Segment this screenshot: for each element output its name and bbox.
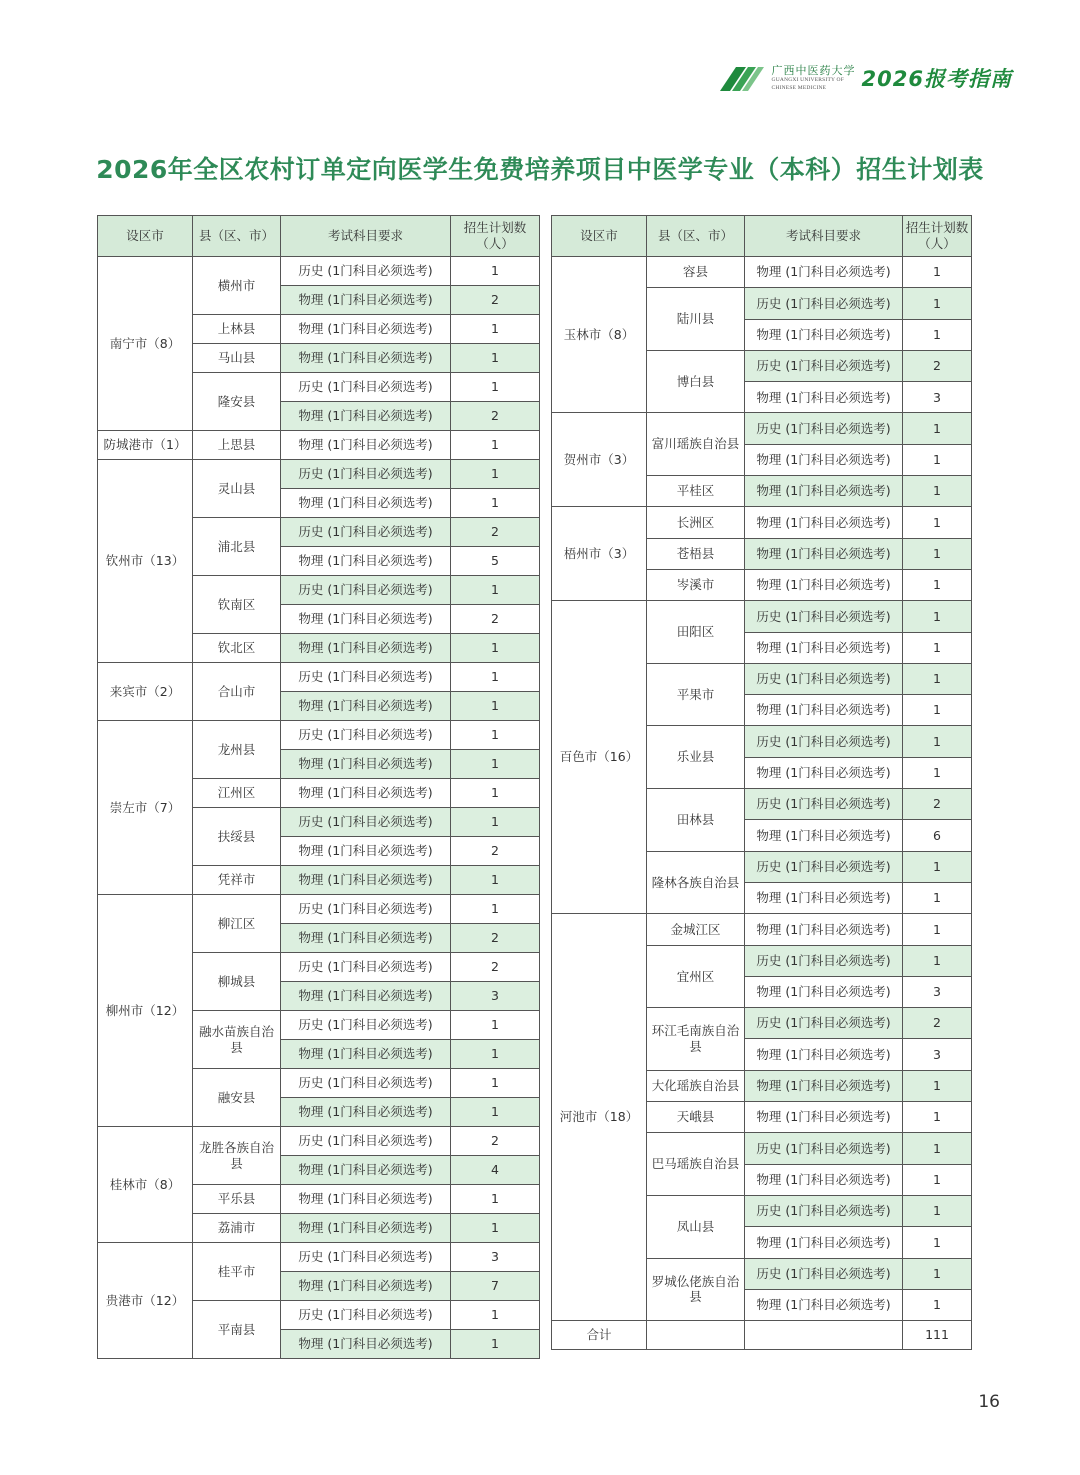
table-row xyxy=(98,257,540,286)
subject-cell: 物理 (1门科目必须选考) xyxy=(281,779,451,808)
city-cell: 钦州市（13） xyxy=(98,460,193,663)
county-cell: 江州区 xyxy=(193,779,281,808)
quota-cell: 3 xyxy=(451,982,540,1011)
col-header-subject: 考试科目要求 xyxy=(281,216,451,257)
county-cell: 马山县 xyxy=(193,344,281,373)
subject-cell: 物理 (1门科目必须选考) xyxy=(281,750,451,779)
county-cell: 隆林各族自治县 xyxy=(647,851,745,914)
quota-cell: 7 xyxy=(451,1272,540,1301)
county-cell: 上思县 xyxy=(193,431,281,460)
county-cell: 罗城仫佬族自治县 xyxy=(647,1258,745,1321)
subject-cell: 物理 (1门科目必须选考) xyxy=(281,1098,451,1127)
subject-cell: 历史 (1门科目必须选考) xyxy=(281,1127,451,1156)
table-row xyxy=(98,431,540,460)
subject-cell: 物理 (1门科目必须选考) xyxy=(745,1164,903,1195)
subject-cell: 历史 (1门科目必须选考) xyxy=(745,601,903,632)
subject-cell: 物理 (1门科目必须选考) xyxy=(745,1227,903,1258)
quota-cell: 1 xyxy=(903,851,972,882)
subject-cell: 历史 (1门科目必须选考) xyxy=(281,1243,451,1272)
university-name-en-line2: CHINESE MEDICINE xyxy=(771,84,827,91)
quota-cell: 2 xyxy=(451,605,540,634)
subject-cell: 历史 (1门科目必须选考) xyxy=(745,945,903,976)
city-cell: 来宾市（2） xyxy=(98,663,193,721)
subject-cell: 历史 (1门科目必须选考) xyxy=(281,373,451,402)
quota-cell: 3 xyxy=(451,1243,540,1272)
subject-cell: 历史 (1门科目必须选考) xyxy=(281,895,451,924)
city-cell: 贺州市（3） xyxy=(552,413,647,507)
quota-cell: 1 xyxy=(903,1102,972,1133)
county-cell: 乐业县 xyxy=(647,726,745,789)
subject-cell: 物理 (1门科目必须选考) xyxy=(745,976,903,1007)
county-cell: 金城江区 xyxy=(647,914,745,945)
subject-cell: 物理 (1门科目必须选考) xyxy=(745,914,903,945)
quota-cell: 2 xyxy=(451,1127,540,1156)
quota-cell: 3 xyxy=(903,976,972,1007)
quota-cell: 1 xyxy=(903,945,972,976)
county-cell: 隆安县 xyxy=(193,373,281,431)
subject-cell: 物理 (1门科目必须选考) xyxy=(281,1040,451,1069)
county-cell: 容县 xyxy=(647,257,745,288)
subject-cell: 物理 (1门科目必须选考) xyxy=(745,569,903,600)
subject-cell: 物理 (1门科目必须选考) xyxy=(745,1289,903,1320)
quota-cell: 1 xyxy=(451,315,540,344)
quota-cell: 1 xyxy=(451,431,540,460)
county-cell: 长洲区 xyxy=(647,507,745,538)
quota-cell: 2 xyxy=(451,837,540,866)
county-cell: 浦北县 xyxy=(193,518,281,576)
city-cell: 百色市（16） xyxy=(552,601,647,914)
quota-cell: 1 xyxy=(903,757,972,788)
table-row xyxy=(552,601,972,632)
subject-cell: 历史 (1门科目必须选考) xyxy=(745,851,903,882)
county-cell: 柳城县 xyxy=(193,953,281,1011)
quota-cell: 1 xyxy=(451,1040,540,1069)
quota-cell: 1 xyxy=(451,489,540,518)
subject-cell: 历史 (1门科目必须选考) xyxy=(281,1011,451,1040)
quota-cell: 1 xyxy=(903,257,972,288)
subject-cell: 物理 (1门科目必须选考) xyxy=(281,1156,451,1185)
subject-cell: 物理 (1门科目必须选考) xyxy=(281,924,451,953)
subject-cell: 历史 (1门科目必须选考) xyxy=(281,257,451,286)
subject-cell: 物理 (1门科目必须选考) xyxy=(745,632,903,663)
quota-cell: 1 xyxy=(451,1069,540,1098)
table-body-right xyxy=(552,257,972,1321)
table-row xyxy=(98,1243,540,1272)
quota-cell: 2 xyxy=(451,286,540,315)
subject-cell: 历史 (1门科目必须选考) xyxy=(745,413,903,444)
quota-cell: 1 xyxy=(903,476,972,507)
quota-cell: 1 xyxy=(903,726,972,757)
subject-cell: 历史 (1门科目必须选考) xyxy=(281,1301,451,1330)
subject-cell: 物理 (1门科目必须选考) xyxy=(745,820,903,851)
subject-cell: 物理 (1门科目必须选考) xyxy=(281,344,451,373)
subject-cell: 物理 (1门科目必须选考) xyxy=(281,315,451,344)
city-cell: 崇左市（7） xyxy=(98,721,193,895)
subject-cell: 历史 (1门科目必须选考) xyxy=(281,518,451,547)
quota-cell: 1 xyxy=(451,460,540,489)
table-row xyxy=(98,895,540,924)
subject-cell: 历史 (1门科目必须选考) xyxy=(281,808,451,837)
county-cell: 田林县 xyxy=(647,789,745,852)
county-cell: 融水苗族自治县 xyxy=(193,1011,281,1069)
col-header-county: 县（区、市） xyxy=(647,216,745,257)
county-cell: 平乐县 xyxy=(193,1185,281,1214)
quota-cell: 2 xyxy=(903,789,972,820)
quota-cell: 1 xyxy=(451,257,540,286)
subject-cell: 物理 (1门科目必须选考) xyxy=(281,1214,451,1243)
subject-cell: 物理 (1门科目必须选考) xyxy=(281,1272,451,1301)
total-quota: 111 xyxy=(903,1321,972,1350)
quota-cell: 1 xyxy=(903,882,972,913)
quota-cell: 1 xyxy=(903,413,972,444)
table-row xyxy=(98,721,540,750)
subject-cell: 物理 (1门科目必须选考) xyxy=(281,402,451,431)
col-header-quota: 招生计划数（人） xyxy=(451,216,540,257)
subject-cell: 历史 (1门科目必须选考) xyxy=(745,789,903,820)
quota-cell: 2 xyxy=(451,518,540,547)
subject-cell: 物理 (1门科目必须选考) xyxy=(281,1330,451,1359)
subject-cell: 历史 (1门科目必须选考) xyxy=(745,663,903,694)
quota-cell: 1 xyxy=(451,750,540,779)
subject-cell: 物理 (1门科目必须选考) xyxy=(281,489,451,518)
subject-cell: 历史 (1门科目必须选考) xyxy=(745,350,903,381)
quota-cell: 5 xyxy=(451,547,540,576)
city-cell: 南宁市（8） xyxy=(98,257,193,431)
subject-cell: 物理 (1门科目必须选考) xyxy=(745,1102,903,1133)
quota-cell: 1 xyxy=(903,1195,972,1226)
county-cell: 扶绥县 xyxy=(193,808,281,866)
quota-cell: 4 xyxy=(451,1156,540,1185)
county-cell: 龙州县 xyxy=(193,721,281,779)
county-cell: 平果市 xyxy=(647,663,745,726)
city-cell: 防城港市（1） xyxy=(98,431,193,460)
quota-cell: 1 xyxy=(451,344,540,373)
quota-cell: 2 xyxy=(451,924,540,953)
total-subject-empty xyxy=(745,1321,903,1350)
subject-cell: 物理 (1门科目必须选考) xyxy=(745,382,903,413)
subject-cell: 物理 (1门科目必须选考) xyxy=(745,757,903,788)
university-logo-icon xyxy=(716,61,768,95)
subject-cell: 历史 (1门科目必须选考) xyxy=(281,1069,451,1098)
city-cell: 玉林市（8） xyxy=(552,257,647,413)
quota-cell: 2 xyxy=(903,350,972,381)
subject-cell: 历史 (1门科目必须选考) xyxy=(745,288,903,319)
quota-cell: 1 xyxy=(451,1214,540,1243)
subject-cell: 历史 (1门科目必须选考) xyxy=(281,460,451,489)
quota-cell: 1 xyxy=(903,507,972,538)
subject-cell: 物理 (1门科目必须选考) xyxy=(745,538,903,569)
subject-cell: 物理 (1门科目必须选考) xyxy=(745,882,903,913)
table-row xyxy=(552,507,972,538)
quota-cell: 1 xyxy=(903,1133,972,1164)
subject-cell: 物理 (1门科目必须选考) xyxy=(281,866,451,895)
county-cell: 凤山县 xyxy=(647,1195,745,1258)
quota-cell: 1 xyxy=(903,1227,972,1258)
quota-cell: 2 xyxy=(451,953,540,982)
guide-title: 2026报考指南 xyxy=(861,67,1012,91)
county-cell: 凭祥市 xyxy=(193,866,281,895)
table-row xyxy=(98,663,540,692)
county-cell: 钦南区 xyxy=(193,576,281,634)
city-cell: 河池市（18） xyxy=(552,914,647,1321)
county-cell: 巴马瑶族自治县 xyxy=(647,1133,745,1196)
table-row xyxy=(98,1127,540,1156)
quota-cell: 1 xyxy=(451,692,540,721)
county-cell: 合山市 xyxy=(193,663,281,721)
subject-cell: 物理 (1门科目必须选考) xyxy=(281,982,451,1011)
quota-cell: 1 xyxy=(903,632,972,663)
quota-cell: 1 xyxy=(903,444,972,475)
quota-cell: 1 xyxy=(451,1301,540,1330)
quota-cell: 1 xyxy=(451,634,540,663)
subject-cell: 物理 (1门科目必须选考) xyxy=(745,476,903,507)
subject-cell: 历史 (1门科目必须选考) xyxy=(281,721,451,750)
subject-cell: 物理 (1门科目必须选考) xyxy=(745,1070,903,1101)
subject-cell: 历史 (1门科目必须选考) xyxy=(745,726,903,757)
quota-cell: 6 xyxy=(903,820,972,851)
quota-cell: 1 xyxy=(903,601,972,632)
quota-cell: 1 xyxy=(451,866,540,895)
subject-cell: 物理 (1门科目必须选考) xyxy=(281,431,451,460)
table-row xyxy=(552,413,972,444)
page-number: 16 xyxy=(978,1392,1000,1412)
quota-cell: 1 xyxy=(451,721,540,750)
quota-cell: 1 xyxy=(451,1330,540,1359)
county-cell: 灵山县 xyxy=(193,460,281,518)
quota-cell: 1 xyxy=(903,1070,972,1101)
subject-cell: 物理 (1门科目必须选考) xyxy=(745,444,903,475)
county-cell: 平桂区 xyxy=(647,476,745,507)
county-cell: 平南县 xyxy=(193,1301,281,1359)
col-header-city: 设区市 xyxy=(552,216,647,257)
subject-cell: 物理 (1门科目必须选考) xyxy=(745,257,903,288)
subject-cell: 物理 (1门科目必须选考) xyxy=(281,692,451,721)
county-cell: 宜州区 xyxy=(647,945,745,1008)
university-name-en-line1: GUANGXI UNIVERSITY OF xyxy=(771,77,844,83)
quota-cell: 2 xyxy=(451,402,540,431)
county-cell: 田阳区 xyxy=(647,601,745,664)
quota-cell: 1 xyxy=(451,895,540,924)
quota-cell: 1 xyxy=(451,663,540,692)
quota-cell: 1 xyxy=(903,914,972,945)
subject-cell: 物理 (1门科目必须选考) xyxy=(281,605,451,634)
quota-cell: 1 xyxy=(451,808,540,837)
col-header-city: 设区市 xyxy=(98,216,193,257)
total-label: 合计 xyxy=(552,1321,647,1350)
total-row xyxy=(552,1321,972,1350)
quota-cell: 1 xyxy=(903,1289,972,1320)
col-header-subject: 考试科目要求 xyxy=(745,216,903,257)
quota-cell: 1 xyxy=(903,663,972,694)
quota-cell: 3 xyxy=(903,1039,972,1070)
quota-cell: 1 xyxy=(451,779,540,808)
table-row xyxy=(98,460,540,489)
brand-header xyxy=(716,58,1012,98)
enrollment-table-right xyxy=(551,215,972,1350)
subject-cell: 物理 (1门科目必须选考) xyxy=(745,319,903,350)
subject-cell: 物理 (1门科目必须选考) xyxy=(745,695,903,726)
subject-cell: 物理 (1门科目必须选考) xyxy=(281,547,451,576)
enrollment-table-left xyxy=(97,215,540,1359)
quota-cell: 1 xyxy=(903,538,972,569)
page-title: 2026年全区农村订单定向医学生免费培养项目中医学专业（本科）招生计划表 xyxy=(96,155,984,184)
subject-cell: 物理 (1门科目必须选考) xyxy=(281,634,451,663)
table-row xyxy=(552,257,972,288)
quota-cell: 1 xyxy=(451,1185,540,1214)
county-cell: 荔浦市 xyxy=(193,1214,281,1243)
quota-cell: 1 xyxy=(903,1164,972,1195)
subject-cell: 物理 (1门科目必须选考) xyxy=(281,837,451,866)
county-cell: 大化瑶族自治县 xyxy=(647,1070,745,1101)
county-cell: 苍梧县 xyxy=(647,538,745,569)
subject-cell: 历史 (1门科目必须选考) xyxy=(745,1008,903,1039)
city-cell: 梧州市（3） xyxy=(552,507,647,601)
county-cell: 环江毛南族自治县 xyxy=(647,1008,745,1071)
subject-cell: 物理 (1门科目必须选考) xyxy=(281,286,451,315)
quota-cell: 1 xyxy=(903,695,972,726)
quota-cell: 2 xyxy=(903,1008,972,1039)
table-row xyxy=(552,914,972,945)
col-header-county: 县（区、市） xyxy=(193,216,281,257)
quota-cell: 1 xyxy=(451,1098,540,1127)
quota-cell: 1 xyxy=(903,288,972,319)
county-cell: 陆川县 xyxy=(647,288,745,351)
county-cell: 博白县 xyxy=(647,350,745,413)
quota-cell: 1 xyxy=(451,576,540,605)
city-cell: 柳州市（12） xyxy=(98,895,193,1127)
subject-cell: 历史 (1门科目必须选考) xyxy=(745,1133,903,1164)
university-name-cn: 广西中医药大学 xyxy=(771,64,856,77)
quota-cell: 1 xyxy=(903,569,972,600)
subject-cell: 物理 (1门科目必须选考) xyxy=(281,1185,451,1214)
subject-cell: 历史 (1门科目必须选考) xyxy=(281,663,451,692)
subject-cell: 历史 (1门科目必须选考) xyxy=(745,1258,903,1289)
city-cell: 桂林市（8） xyxy=(98,1127,193,1243)
county-cell: 岑溪市 xyxy=(647,569,745,600)
col-header-quota: 招生计划数（人） xyxy=(903,216,972,257)
county-cell: 柳江区 xyxy=(193,895,281,953)
county-cell: 上林县 xyxy=(193,315,281,344)
county-cell: 龙胜各族自治县 xyxy=(193,1127,281,1185)
subject-cell: 历史 (1门科目必须选考) xyxy=(745,1195,903,1226)
quota-cell: 1 xyxy=(451,1011,540,1040)
quota-cell: 3 xyxy=(903,382,972,413)
quota-cell: 1 xyxy=(903,319,972,350)
subject-cell: 历史 (1门科目必须选考) xyxy=(281,953,451,982)
county-cell: 天峨县 xyxy=(647,1102,745,1133)
county-cell: 横州市 xyxy=(193,257,281,315)
quota-cell: 1 xyxy=(903,1258,972,1289)
subject-cell: 历史 (1门科目必须选考) xyxy=(281,576,451,605)
county-cell: 富川瑶族自治县 xyxy=(647,413,745,476)
city-cell: 贵港市（12） xyxy=(98,1243,193,1359)
county-cell: 钦北区 xyxy=(193,634,281,663)
quota-cell: 1 xyxy=(451,373,540,402)
subject-cell: 物理 (1门科目必须选考) xyxy=(745,1039,903,1070)
county-cell: 融安县 xyxy=(193,1069,281,1127)
total-county-empty xyxy=(647,1321,745,1350)
subject-cell: 物理 (1门科目必须选考) xyxy=(745,507,903,538)
county-cell: 桂平市 xyxy=(193,1243,281,1301)
table-body-left xyxy=(98,257,540,1359)
